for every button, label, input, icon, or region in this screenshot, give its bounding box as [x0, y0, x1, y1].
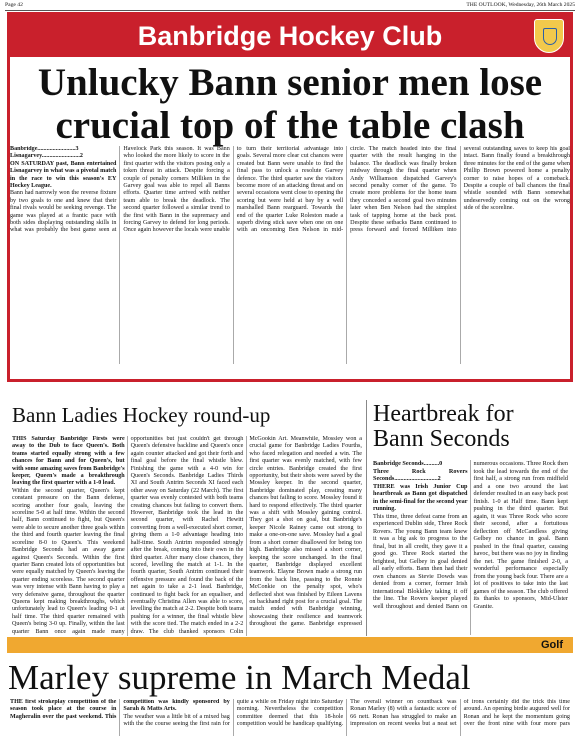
story1-body: [10, 146, 570, 364]
paper-dateline: THE OUTLOOK, Wednesday, 26th March 2025: [466, 2, 575, 8]
story1-lead: ON SATURDAY past, Bann entertained Lisnagarvey in what was a pivotal match in the race to win this season's EY Hockey League.: [10, 160, 117, 190]
story2-body: [12, 436, 362, 636]
golf-text: The weather was a little bit of a mixed bag with the the course seeing the first rain for quite a while on Friday night into Saturday morning. Nevertheless the competition committee deemed that this 18-hole competition would be handicap qualifying. The overall winner on countback was Ronan Marley (8) with a fantastic score of 66 nett. Ronan has struggled to make an impression on recent weeks but a neat set of irons certainly did the trick this time around. An opening birdie augured well for Ronan and he kept the momentum going over the front nine with four more pars: [123, 699, 570, 728]
story3-body: [373, 460, 568, 635]
story3-lead: THERE was Irish Junior Cup heartbreak as Bann got dispatched in the semi-final for the second year running.: [373, 482, 468, 512]
golf-lead: THE first strokeplay competition of the season took place at the course in Magheralin over the past weekend. This competition was kindly sponsored by Sarah & Matts Arts.: [10, 699, 230, 720]
club-crest-icon: [534, 19, 564, 53]
golf-body: [10, 699, 570, 736]
story1-headline: Unlucky Bann senior men lose crucial top of the table clash: [37, 61, 543, 147]
story1-score-home: Banbridge.........................3: [10, 146, 79, 152]
column-divider: [366, 400, 367, 636]
golf-section-bar: [7, 637, 573, 653]
club-banner: [10, 15, 570, 57]
page-number: Page 42: [5, 2, 23, 8]
story3-score-home: Banbridge Seconds..........0: [373, 460, 443, 467]
story3-headline: Heartbreak for Bann Seconds: [373, 401, 514, 452]
story2-lead: THIS Saturday Banbridge Firsts were away to the Dub to face Queen's. Both teams started equally strong with a few chances for Bann and for Queen's, but with some amazing saves from Banbridge's keeper, Queen's made a breakthrough leaving the first quarter with a 1-0 lead.: [12, 436, 125, 487]
golf-headline: Marley supreme in March Medal: [8, 658, 471, 697]
story1-text: Bann had narrowly won the reverse fixture by two goals to one and knew that their final rivals would be seeking revenge. The game was played at a frantic pace with both sides displaying outstanding skills in what was probably the best game seen at Havelock Park this season. It was Bann who looked the more likely to score in the first quarter with the visitors posing only a token threat in attack. Despite forcing a couple of penalty corners Milliken in the Garvey goal was able to repel all Banns efforts. Quarter time arrived with neither team able to break the deadlock. The second quarter followed a similar trend to the first with Bann in the supremacy and forcing Garvey to defend for long periods. Once again however the locals were unable to turn their territorial advantage into goals. Several more clear cut chances were created but Bann were unable to find the final pass to unlock a resolute Garvey defence. The third quarter saw the visitors become more of an attacking threat and on several occasions went close to opening the scoring but were held at bay by a well marshalled Bann rearguard. Towards the end of the quarter Luke Roleston made a superb diving stick save when one on one with an oncoming Ben Nelson in mid-circle. The match headed into the final quarter with the result hanging in the balance. The deadlock was finally broken midway through the final quarter when Andy Williamson dispatched Garvey's second penalty corner of the game. To create more problems for the home team they conceded a second goal two minutes later when Ben Nelson had the simplest task of tapping home at the back post. Despite these setbacks Bann continued to press forward and forced Milliken into several outstanding saves to keep his goal intact. Bann finally found a breakthrough three minutes for the end of the game when Phillip Brown powered home a penalty corner to raise hopes of a comeback. Despite a couple of ball chances the final whistle sounded with Bann somewhat undeservedly coming out on the wrong side of the scoreline.: [10, 146, 570, 234]
story3-score-away: Three Rock Rovers Seconds............................2: [373, 467, 468, 482]
story3-text: This time, three defeat came from an experienced Dublin side, Three Rock Rovers. The young Bann team knew it was a big ask to progress to the final, but in all credit, they gave it a good go. Three Rock started the brightest, but Gelbey in goal denied all early efforts. Bann then had their own chances as Stevie Dowds was denied from a corner, former Irish international Blokkiley taking it off the line. The Rovers keeper played well throughout and denied Bann on numerous occasions. Three Rock then took the lead towards the end of the first half, a strong run from midfield and a one two around the last defender resulted in an easy back post finish. 1-0 at Half time. Bann kept pushing in the third quarter. But again, it was Three Rock who score their second, after a fortuitous deflection off McCandless giving Gelbey no chance in goal. Bann pushed in the final quarter, causing havoc, but there was no joy in finding the net. The game finished 2-0, a wonderful performance especially from the young back four. There are a lot of positives to take into the last games of the season. The club offered its thanks to sponsors, Mid-Ulster Granite.: [373, 460, 568, 610]
club-banner-title: Banbridge Hockey Club: [137, 21, 443, 51]
golf-section-tag: Golf: [541, 639, 563, 651]
story2-headline: Bann Ladies Hockey round-up: [12, 403, 271, 427]
story2-text: Within the second quarter, Queen's kept constant pressure on the Bann defense, scoring another four goals, leaving the scoreline 5-0 at half time. Within the second half, Bann continued to fight, but Queen's were able to secure another three goals within the third and fourth quarter leaving the final scoreline 8-0 to Queen's. This weekend Banbridge Seconds had an away game against Queen's Seconds. Within the first quarter Bann created lots of opportunities but were equally matched by Queen's leaving the quarter ending scoreless. The second quarter was very intense with Bann having to play a very defensive game, throughout the quarter Queens kept making breakthroughs, which unfortunately lead to Queen's leading 0-1 at half time. The third quarter remained with Queen's being 3-0 up. Finally, within the last quarter Bann once again made many opportunities but just couldn't get through Queen's defensive backline and Queen's once again counter attacked and got their forth and final goal before the final whistle blew. Finishing the game with a 4-0 win for Queen's Seconds. Banbridge Ladies Thirds XI and South Antrim Seconds XI faced each other away on Saturday (22 March). The first quarter was evenly contested with both teams creating chances but failing to convert them. However, Banbridge took the lead in the second quarter, with Rachel Hewitt converting from a well-executed short corner, giving them a 1-0 advantage heading into half-time. South Antrim responded strongly after the break, coming into their own in the third quarter. After many close chances, they scored, levelling the match at 1-1. In the fourth quarter, South Antrim continued their offensive pressure and found the back of the net again to take a 2-1 lead. Banbridge, continued to fight back for an equaliser, and eventually Christina Allen was able to score, levelling the match at 2-2. Despite both teams pushing for a winner, the final whistle blew with the score tied. The match ended in a 2-2 draw. The club thanked sponsors Colin McGookin Art. Meanwhile, Mossley won a crucial game for Banbridge Ladies Fourths, who faced relegation and needed a win. The first quarter was evenly matched, with few circle entries. Banbridge created the first opportunity, but their shots were saved by the Mossley keeper. In the second quarter, Banbridge dominated play, creating many chances but failing to score. Mossley found it hard to respond effectively. The third quarter was a shift with Mossley gaining control. They got a shot on goal, but Banbridge's keeper Nicole Rainey came out strong to make a one-on-one save. Mossley had a goal from a short corner disallowed for being too high. Banbridge also missed a short corner, keeping the score unchanged. In the final quarter, Banbridge displayed excellent teamwork. Elayne Brown made a strong run from the back line, passing to the Ronnie McConkie on the penalty spot, who's deflected shot was finished by Eileen Lavens on backhand right post for a crucial goal. The match ended with Banbridge winning, showcasing their resilience and teamwork throughout the game. Banbridge expressed: [12, 436, 362, 635]
story1-score-away: Lisnagarvey.........................2: [10, 153, 83, 160]
running-header: [5, 0, 575, 11]
